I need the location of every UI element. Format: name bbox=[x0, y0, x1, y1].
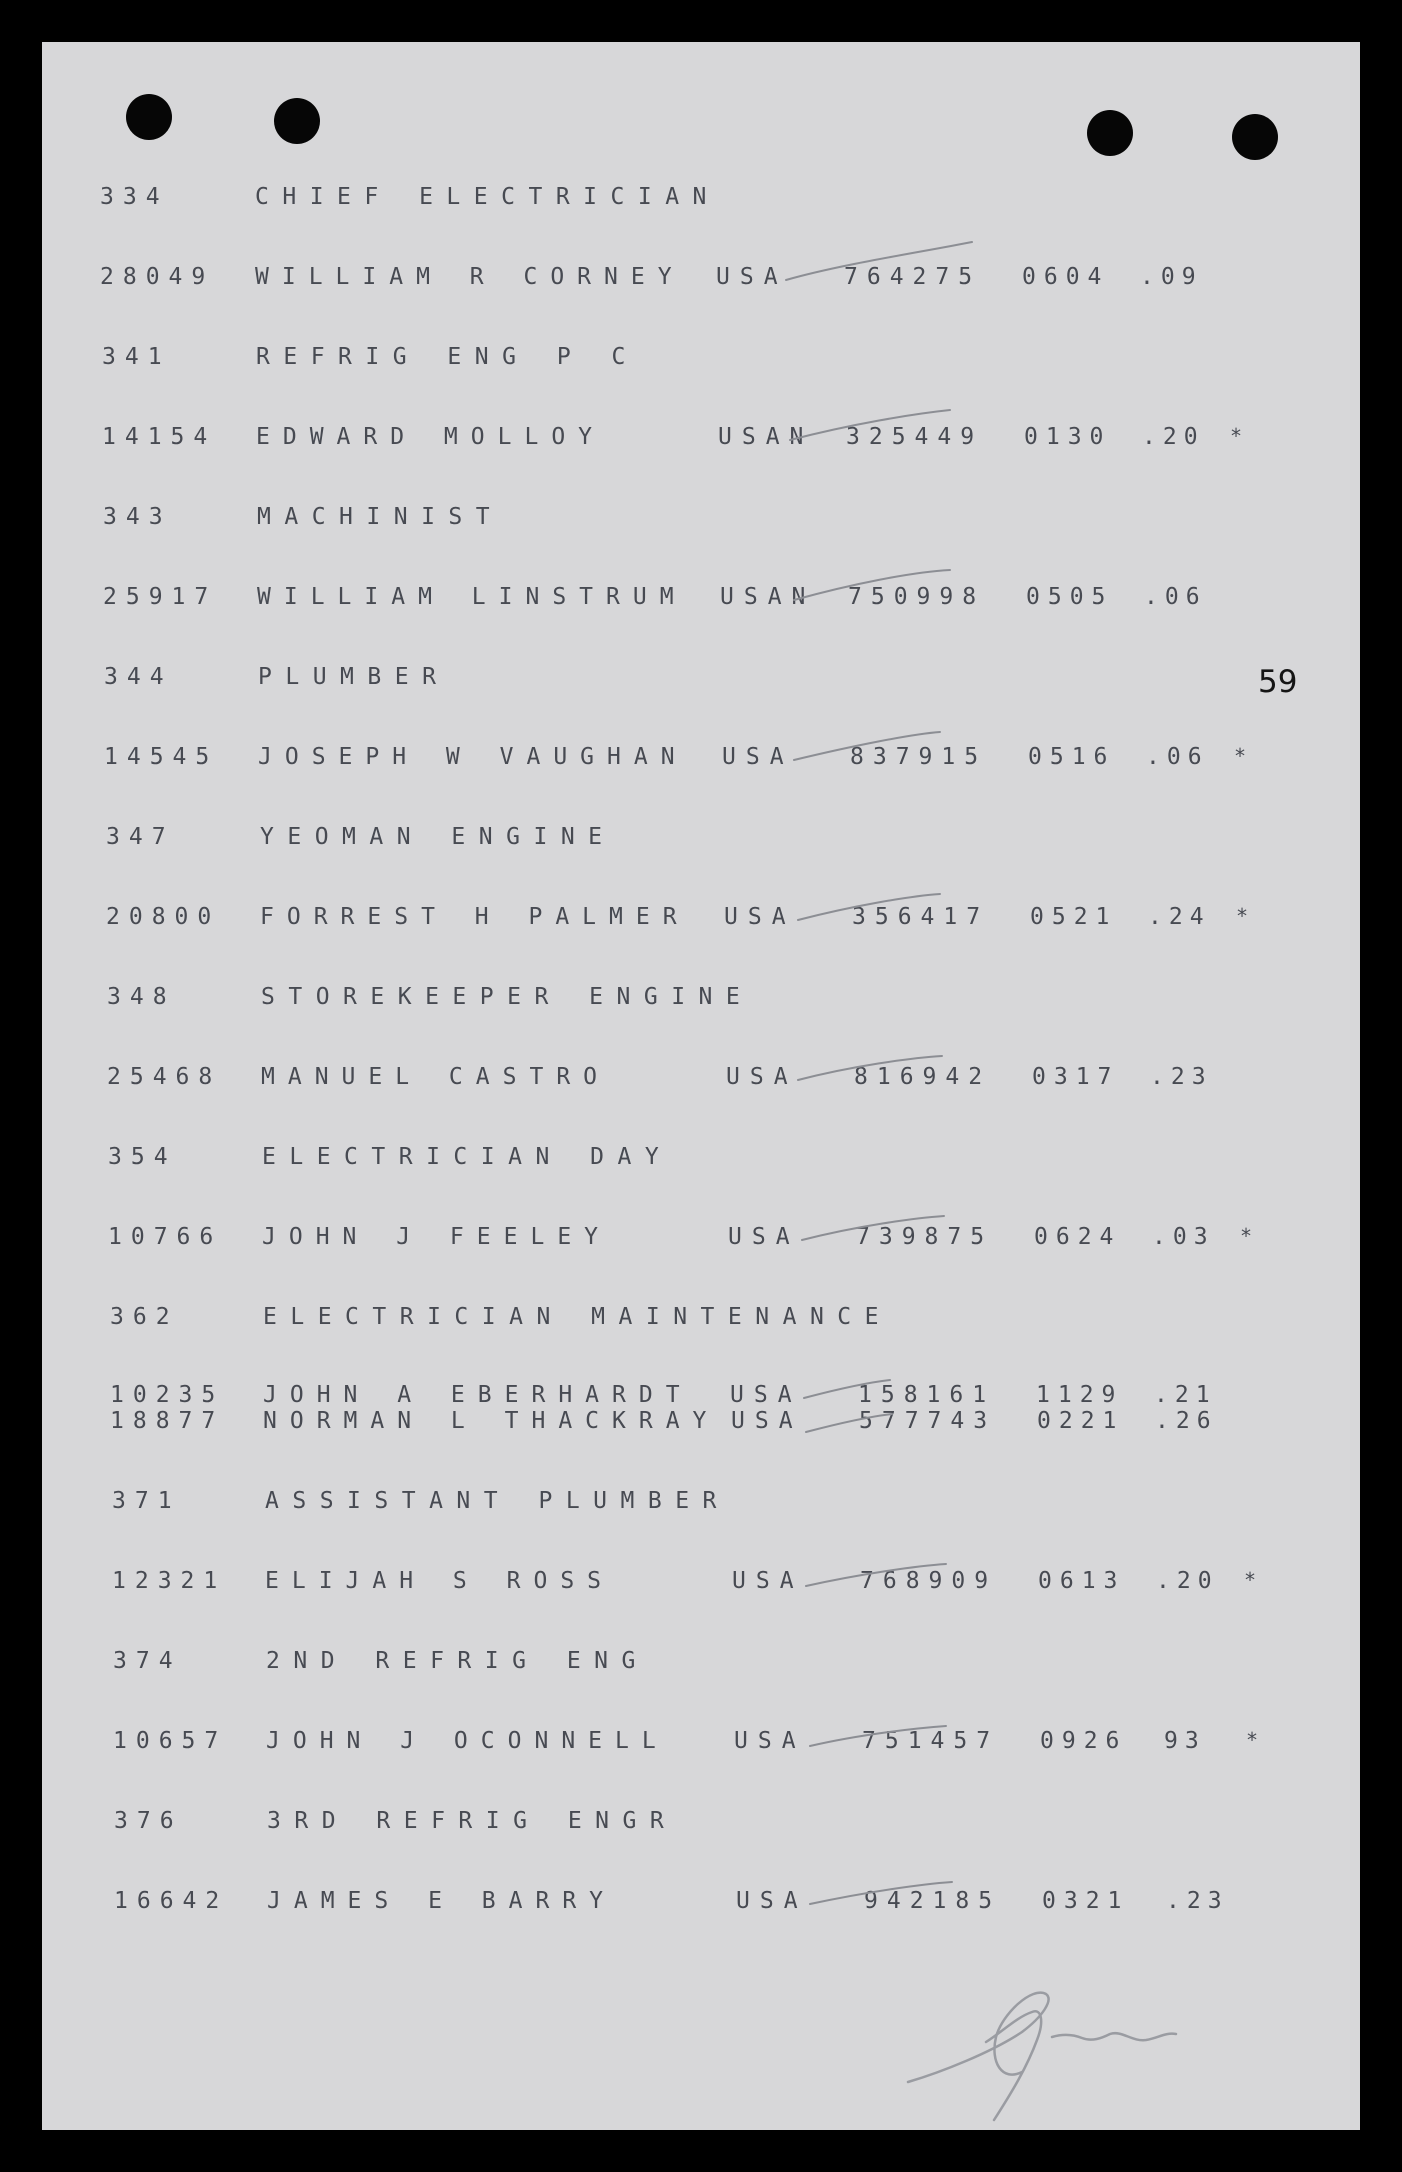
asterisk-mark: * bbox=[1234, 744, 1247, 768]
crew-name: WILLIAM R CORNEY bbox=[255, 264, 685, 290]
punch-hole bbox=[1232, 114, 1278, 160]
serial-number: 837915 bbox=[850, 744, 988, 770]
citizenship: USA bbox=[716, 264, 788, 290]
citizenship: USA bbox=[728, 1224, 800, 1250]
rating-code: 376 bbox=[114, 1808, 183, 1834]
date-code: 0604 bbox=[1022, 264, 1110, 290]
rating-code: 334 bbox=[100, 184, 169, 210]
serial-number: 764275 bbox=[844, 264, 982, 290]
crew-name: JOHN A EBERHARDT bbox=[263, 1382, 693, 1408]
rating-header bbox=[42, 1488, 1360, 1522]
citizenship: USA bbox=[722, 744, 794, 770]
rate-value: .06 bbox=[1146, 744, 1209, 770]
crew-row bbox=[42, 1728, 1360, 1762]
serial-number: 751457 bbox=[862, 1728, 1000, 1754]
citizenship: USAN bbox=[718, 424, 814, 450]
rate-value: .23 bbox=[1150, 1064, 1213, 1090]
rating-code: 371 bbox=[112, 1488, 181, 1514]
date-code: 0516 bbox=[1028, 744, 1116, 770]
crew-id: 10657 bbox=[113, 1728, 228, 1754]
rating-header bbox=[42, 664, 1360, 698]
crew-id: 10235 bbox=[110, 1382, 225, 1408]
crew-id: 28049 bbox=[100, 264, 215, 290]
serial-number: 768909 bbox=[860, 1568, 998, 1594]
rating-title: 3RD REFRIG ENGR bbox=[267, 1808, 678, 1834]
rating-code: 347 bbox=[106, 824, 175, 850]
citizenship: USA bbox=[724, 904, 796, 930]
crew-name: WILLIAM LINSTRUM bbox=[257, 584, 687, 610]
serial-number: 942185 bbox=[864, 1888, 1002, 1914]
crew-id: 14154 bbox=[102, 424, 217, 450]
punch-hole bbox=[1087, 110, 1133, 156]
asterisk-mark: * bbox=[1240, 1224, 1253, 1248]
citizenship: USA bbox=[730, 1382, 802, 1408]
date-code: 0926 bbox=[1040, 1728, 1128, 1754]
crew-id: 25468 bbox=[107, 1064, 222, 1090]
crew-id: 14545 bbox=[104, 744, 219, 770]
rate-value: .03 bbox=[1152, 1224, 1215, 1250]
rate-value: .23 bbox=[1166, 1888, 1229, 1914]
crew-row bbox=[42, 744, 1360, 778]
date-code: 0321 bbox=[1042, 1888, 1130, 1914]
rating-title: CHIEF ELECTRICIAN bbox=[255, 184, 720, 210]
rate-value: .21 bbox=[1154, 1382, 1217, 1408]
crew-name: MANUEL CASTRO bbox=[261, 1064, 611, 1090]
date-code: 0317 bbox=[1032, 1064, 1120, 1090]
date-code: 0624 bbox=[1034, 1224, 1122, 1250]
crew-id: 18877 bbox=[110, 1408, 225, 1434]
rate-value: .06 bbox=[1144, 584, 1207, 610]
citizenship: USAN bbox=[720, 584, 816, 610]
crew-row bbox=[42, 1888, 1360, 1922]
rate-value: .20 bbox=[1156, 1568, 1219, 1594]
handwritten-initials bbox=[908, 1993, 1176, 2120]
rate-value: .09 bbox=[1140, 264, 1203, 290]
citizenship: USA bbox=[731, 1408, 803, 1434]
serial-number: 577743 bbox=[859, 1408, 997, 1434]
rating-header bbox=[42, 824, 1360, 858]
rating-code: 348 bbox=[107, 984, 176, 1010]
rating-title: ELECTRICIAN DAY bbox=[262, 1144, 673, 1170]
rating-code: 341 bbox=[102, 344, 171, 370]
crew-id: 16642 bbox=[114, 1888, 229, 1914]
date-code: 0221 bbox=[1037, 1408, 1125, 1434]
serial-number: 158161 bbox=[858, 1382, 996, 1408]
crew-row bbox=[42, 264, 1360, 298]
crew-name: FORREST H PALMER bbox=[260, 904, 690, 930]
asterisk-mark: * bbox=[1230, 424, 1243, 448]
citizenship: USA bbox=[736, 1888, 808, 1914]
date-code: 0613 bbox=[1038, 1568, 1126, 1594]
rating-code: 374 bbox=[113, 1648, 182, 1674]
rating-code: 343 bbox=[103, 504, 172, 530]
rating-header bbox=[42, 984, 1360, 1018]
crew-name: JOHN J FEELEY bbox=[262, 1224, 612, 1250]
crew-row bbox=[42, 1064, 1360, 1098]
crew-row bbox=[42, 1408, 1360, 1442]
rate-value: .26 bbox=[1155, 1408, 1218, 1434]
citizenship: USA bbox=[726, 1064, 798, 1090]
rate-value: 93 bbox=[1164, 1728, 1206, 1754]
document-page bbox=[42, 42, 1360, 2130]
crew-id: 10766 bbox=[108, 1224, 223, 1250]
asterisk-mark: * bbox=[1244, 1568, 1257, 1592]
punch-hole bbox=[126, 94, 172, 140]
rating-title: PLUMBER bbox=[258, 664, 450, 690]
crew-name: NORMAN L THACKRAY bbox=[263, 1408, 720, 1434]
date-code: 0521 bbox=[1030, 904, 1118, 930]
serial-number: 816942 bbox=[854, 1064, 992, 1090]
rating-header bbox=[42, 184, 1360, 218]
citizenship: USA bbox=[734, 1728, 806, 1754]
asterisk-mark: * bbox=[1236, 904, 1249, 928]
asterisk-mark: * bbox=[1246, 1728, 1259, 1752]
rating-header bbox=[42, 504, 1360, 538]
crew-id: 20800 bbox=[106, 904, 221, 930]
crew-name: JOHN J OCONNELL bbox=[266, 1728, 669, 1754]
rating-title: REFRIG ENG P C bbox=[256, 344, 639, 370]
crew-id: 12321 bbox=[112, 1568, 227, 1594]
rating-header bbox=[42, 1648, 1360, 1682]
punch-hole bbox=[274, 98, 320, 144]
rating-header bbox=[42, 1144, 1360, 1178]
citizenship: USA bbox=[732, 1568, 804, 1594]
serial-number: 325449 bbox=[846, 424, 984, 450]
crew-name: JOSEPH W VAUGHAN bbox=[258, 744, 688, 770]
crew-row bbox=[42, 904, 1360, 938]
rate-value: .24 bbox=[1148, 904, 1211, 930]
rating-title: 2ND REFRIG ENG bbox=[266, 1648, 649, 1674]
crew-row bbox=[42, 584, 1360, 618]
date-code: 0130 bbox=[1024, 424, 1112, 450]
crew-name: EDWARD MOLLOY bbox=[256, 424, 606, 450]
date-code: 1129 bbox=[1036, 1382, 1124, 1408]
date-code: 0505 bbox=[1026, 584, 1114, 610]
serial-number: 356417 bbox=[852, 904, 990, 930]
rating-title: YEOMAN ENGINE bbox=[260, 824, 616, 850]
rate-value: .20 bbox=[1142, 424, 1205, 450]
rating-header bbox=[42, 1808, 1360, 1842]
crew-name: JAMES E BARRY bbox=[267, 1888, 617, 1914]
crew-id: 25917 bbox=[103, 584, 218, 610]
rating-header bbox=[42, 344, 1360, 378]
crew-row bbox=[42, 1568, 1360, 1602]
rating-header bbox=[42, 1304, 1360, 1338]
rating-title: ELECTRICIAN MAINTENANCE bbox=[263, 1304, 892, 1330]
rating-code: 354 bbox=[108, 1144, 177, 1170]
rating-code: 362 bbox=[110, 1304, 179, 1330]
crew-name: ELIJAH S ROSS bbox=[265, 1568, 615, 1594]
rating-title: MACHINIST bbox=[257, 504, 504, 530]
crew-row bbox=[42, 1224, 1360, 1258]
rating-code: 344 bbox=[104, 664, 173, 690]
page-number: 59 bbox=[1258, 664, 1298, 700]
rating-title: ASSISTANT PLUMBER bbox=[265, 1488, 730, 1514]
serial-number: 750998 bbox=[848, 584, 986, 610]
serial-number: 739875 bbox=[856, 1224, 994, 1250]
rating-title: STOREKEEPER ENGINE bbox=[261, 984, 754, 1010]
crew-row bbox=[42, 424, 1360, 458]
